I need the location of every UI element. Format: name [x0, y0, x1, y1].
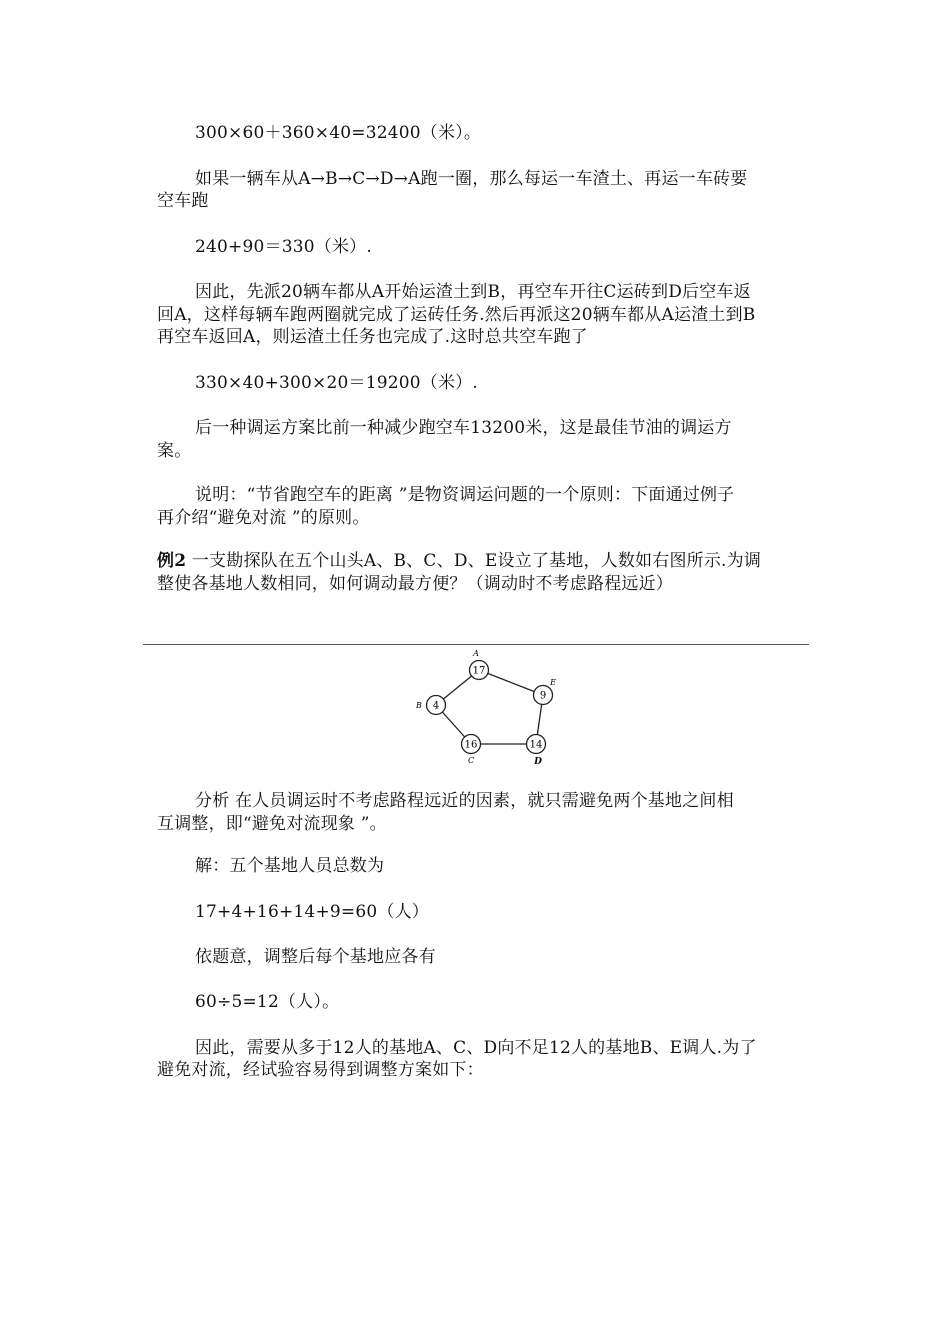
node-a — [470, 649, 489, 680]
paragraph-2-line-3: 再空车返回A，则运渣土任务也完成了.这时总共空车跑了 — [157, 327, 588, 347]
node-d-label: D — [534, 757, 542, 766]
solution-intro: 解：五个基地人员总数为 — [195, 856, 385, 876]
solution-calc-1: 17+4+16+14+9=60（人） — [195, 902, 429, 922]
node-c-value: 16 — [464, 739, 478, 751]
example-2-line-1 — [157, 550, 761, 572]
paragraph-4-line-2: 再介绍“避免对流 ”的原则。 — [157, 508, 370, 528]
paragraph-1-line-2: 空车跑 — [157, 191, 209, 211]
paragraph-4-line-1: 说明：“节省跑空车的距离 ”是物资调运问题的一个原则：下面通过例子 — [195, 485, 735, 505]
final-line-2: 避免对流，经试验容易得到调整方案如下： — [157, 1060, 484, 1080]
horizontal-divider — [143, 644, 809, 645]
paragraph-3-line-1: 后一种调运方案比前一种减少跑空车13200米，这是最佳节油的调运方 — [195, 418, 732, 438]
node-b-label: B — [416, 701, 422, 710]
base-network-diagram — [405, 648, 565, 766]
paragraph-3-line-2: 案。 — [157, 441, 192, 461]
paragraph-2-line-1: 因此，先派20辆车都从A开始运渣土到B，再空车开往C运砖到D后空车返 — [195, 282, 751, 302]
node-d — [527, 735, 546, 767]
node-d-value: 14 — [529, 739, 543, 751]
node-b — [415, 696, 445, 715]
edge-a-e — [479, 670, 543, 695]
node-e-label: E — [550, 678, 556, 687]
calc-line-3: 330×40+300×20＝19200（米）. — [195, 373, 478, 393]
example-2-text: 一支勘探队在五个山头A、B、C、D、E设立了基地，人数如右图所示.为调 — [186, 551, 762, 571]
paragraph-2-line-2: 回A，这样每辆车跑两圈就完成了运砖任务.然后再派这20辆车都从A运渣土到B — [157, 305, 756, 325]
node-b-value: 4 — [432, 700, 440, 712]
node-e — [534, 678, 557, 705]
solution-text-2: 依题意，调整后每个基地应各有 — [195, 947, 436, 967]
analysis-line-2: 互调整，即“避免对流现象 ”。 — [157, 814, 387, 834]
calc-line-1: 300×60＋360×40=32400（米）。 — [195, 123, 482, 143]
node-c-label: C — [467, 756, 475, 765]
solution-calc-2: 60÷5=12（人）。 — [195, 992, 340, 1012]
node-a-value: 17 — [472, 665, 486, 677]
example-2-line-2: 整使各基地人数相同，如何调动最方便？（调动时不考虑路程远近） — [157, 574, 673, 594]
node-c — [462, 735, 481, 766]
calc-line-2: 240+90＝330（米）. — [195, 237, 372, 257]
paragraph-1-line-1: 如果一辆车从A→B→C→D→A跑一圈，那么每运一车渣土、再运一车砖要 — [195, 169, 748, 189]
analysis-line-1: 分析 在人员调运时不考虑路程远近的因素，就只需避免两个基地之间相 — [195, 791, 734, 811]
node-e-value: 9 — [539, 690, 547, 702]
node-a-label: A — [473, 649, 479, 658]
final-line-1: 因此，需要从多于12人的基地A、C、D向不足12人的基地B、E调人.为了 — [195, 1038, 757, 1058]
example-2-label: 例2 — [157, 551, 187, 571]
